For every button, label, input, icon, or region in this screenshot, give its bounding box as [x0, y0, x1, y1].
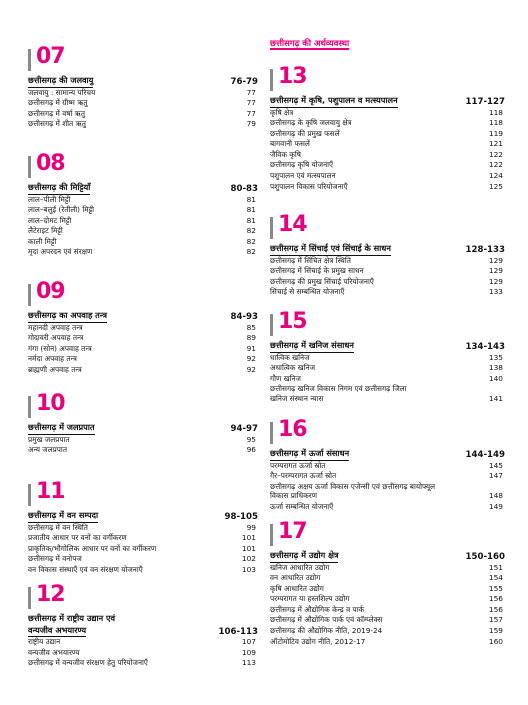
toc-entry-title: ऊर्जा सम्बन्धित योजनाएँ [270, 501, 334, 511]
toc-entry-title: छत्तीसगढ़ में शीत ऋतु [28, 119, 86, 129]
toc-entry[interactable] [270, 160, 505, 171]
toc-entry-page: 85 [246, 322, 256, 332]
chapter-title: छत्तीसगढ़ में कृषि, पशुपालन व मत्स्यपालन [270, 95, 398, 108]
toc-entry[interactable] [270, 615, 505, 626]
toc-entry-title: वन आधारित उद्योग [270, 573, 321, 583]
chapter-12 [28, 583, 258, 669]
toc-entry[interactable] [28, 109, 258, 120]
chapter-bar-decoration [270, 69, 273, 91]
toc-entry[interactable] [270, 287, 505, 298]
toc-entry-title: छत्तीसगढ़ के कृषि जलवायु क्षेत्र [270, 118, 352, 128]
chapter-number-block [270, 213, 505, 240]
chapter-number-block [28, 45, 258, 72]
toc-entry-title: लाल–पीली मिट्टी [28, 194, 71, 204]
chapter-14 [270, 213, 505, 298]
toc-entry[interactable] [270, 256, 505, 267]
chapter-number-block [28, 480, 258, 507]
toc-entry-title: खनिज आधारित उद्योग [270, 562, 330, 572]
toc-entry[interactable] [28, 119, 258, 130]
toc-entry-page: 101 [241, 533, 256, 543]
toc-entry-title: राष्ट्रीय उद्यान [28, 637, 61, 646]
toc-entry-page: 155 [488, 583, 503, 593]
toc-entry-page: 99 [246, 522, 256, 532]
toc-entry-page: 81 [246, 215, 256, 225]
toc-entry[interactable] [270, 277, 505, 288]
toc-entry-page: 141 [488, 393, 503, 403]
chapter-title-row[interactable] [28, 182, 258, 195]
chapter-number: 09 [36, 279, 65, 304]
toc-entry-title: छत्तीसगढ़ कृषि योजनाएँ [270, 160, 334, 170]
part-heading: छत्तीसगढ़ की अर्थव्यवस्था [270, 39, 350, 49]
toc-entry[interactable] [28, 323, 258, 334]
toc-entry-page: 82 [246, 247, 256, 257]
toc-entry-page: 149 [488, 501, 503, 511]
toc-entry-title: काली मिट्टी [28, 236, 57, 246]
chapter-15 [270, 310, 505, 404]
toc-entry-title: लाल–दोमट मिट्टी [28, 215, 72, 225]
chapter-title: छत्तीसगढ़ में खनिज संसाधन [270, 340, 354, 353]
chapter-title: छत्तीसगढ़ की मिट्टियाँ [28, 182, 90, 195]
toc-entry[interactable] [270, 171, 505, 182]
toc-entry-title: परम्परागत ऊर्जा स्रोत [270, 460, 326, 470]
toc-entry-title: बागवानी फसलें [270, 139, 310, 149]
toc-entry-page: 79 [246, 119, 256, 129]
chapter-number-block [28, 152, 258, 179]
chapter-bar-decoration [28, 396, 31, 418]
toc-entry-title: प्रमुख जलप्रपात [28, 434, 70, 444]
chapter-bar-decoration [28, 587, 31, 609]
chapter-bar-decoration [270, 314, 273, 336]
toc-entry-title-continued: विकास प्राधिकरण [270, 491, 317, 501]
toc-entry-title: छत्तीसगढ़ में वन्यजीव संरक्षण हेतु परियोजनाएँ [28, 658, 148, 668]
toc-entry[interactable] [28, 195, 258, 206]
chapter-number: 14 [278, 212, 307, 237]
chapter-bar-decoration [28, 156, 31, 178]
chapter-page-range: 106-113 [218, 626, 258, 637]
toc-entry[interactable] [270, 266, 505, 277]
chapter-title: छत्तीसगढ़ में जलप्रपात [28, 422, 95, 435]
chapter-title-row[interactable] [28, 613, 258, 624]
toc-entry-title: छत्तीसगढ़ में औद्योगिक केन्द्र व पार्क [270, 604, 365, 614]
chapter-title: छत्तीसगढ़ में उद्योग क्षेत्र [270, 550, 338, 563]
toc-entry-title: छत्तीसगढ़ में वनोपज [28, 554, 82, 564]
toc-entry[interactable] [28, 98, 258, 109]
toc-entry-page: 89 [246, 333, 256, 343]
chapter-08 [28, 152, 258, 258]
toc-entry-page: 129 [488, 266, 503, 276]
toc-entry-page: 103 [241, 564, 256, 574]
toc-entry-title-continued: खनिज संस्थान न्यास [270, 393, 324, 403]
toc-entry-page: 102 [241, 554, 256, 564]
toc-entry-page: 81 [246, 205, 256, 215]
toc-entry-title: गंगा (सोन) अपवाह तन्त्र [28, 343, 92, 353]
chapter-bar-decoration [270, 524, 273, 546]
toc-entry-title: गोदावरी अपवाह तन्त्र [28, 333, 84, 343]
chapter-page-range: 80-83 [230, 184, 258, 194]
toc-entry[interactable] [28, 247, 258, 258]
toc-entry-title: लाल–बलुई (रेतीली) मिट्टी [28, 205, 95, 215]
toc-entry-title: पशुपालन एवं मत्स्यपालन [270, 171, 336, 181]
chapter-bar-decoration [28, 49, 31, 71]
chapter-page-range: 117-127 [465, 97, 505, 107]
toc-entry-title: छत्तीसगढ़ में औद्योगिक पार्क एवं कॉम्प्लेक्स [270, 615, 383, 625]
toc-entry[interactable] [28, 226, 258, 237]
toc-entry-title: लैटेराइट मिट्टी [28, 226, 63, 236]
toc-entry[interactable] [28, 205, 258, 216]
chapter-number: 13 [278, 64, 307, 89]
chapter-title: छत्तीसगढ़ में ऊर्जा संसाधन [270, 448, 349, 461]
toc-entry-page: 140 [488, 373, 503, 383]
toc-entry-title: जैविक कृषि [270, 149, 301, 159]
toc-entry[interactable] [28, 637, 258, 648]
toc-entry[interactable] [270, 363, 505, 374]
chapter-bar-decoration [28, 284, 31, 306]
toc-entry[interactable] [270, 502, 505, 513]
toc-entry-page: 96 [246, 445, 256, 455]
chapter-page-range: 128-133 [465, 245, 505, 255]
toc-entry-title: महानदी अपवाह तन्त्र [28, 322, 83, 332]
chapter-title-row-continued[interactable] [28, 625, 258, 638]
toc-entry[interactable] [270, 139, 505, 150]
toc-entry[interactable] [270, 108, 505, 119]
chapter-13 [270, 65, 505, 192]
toc-entry-title: छत्तीसगढ़ की औद्योगिक नीति, 2019-24 [270, 626, 383, 636]
toc-entry-page: 95 [246, 434, 256, 444]
toc-entry[interactable] [270, 150, 505, 161]
toc-entry[interactable] [28, 658, 258, 669]
toc-entry-title: पशुपालन विकास परियोजनाएँ [270, 181, 348, 191]
chapter-number: 10 [36, 391, 65, 416]
toc-entry-page: 138 [488, 363, 503, 373]
chapter-title-row[interactable] [28, 310, 258, 323]
chapter-17 [270, 520, 505, 647]
toc-entry-page: 118 [488, 107, 503, 117]
chapter-bar-decoration [270, 422, 273, 444]
toc-entry-page: 125 [488, 181, 503, 191]
toc-entry-title: गौण खनिज [270, 373, 301, 383]
toc-entry[interactable] [270, 573, 505, 584]
toc-entry[interactable] [28, 237, 258, 248]
toc-entry[interactable] [28, 88, 258, 99]
chapter-title-row[interactable] [28, 75, 258, 88]
toc-entry-title: छत्तीसगढ़ अक्षय ऊर्जा विकास एजेन्सी एवं छत्तीसगढ़ बायोफ्यूल [270, 481, 436, 491]
chapter-number-block [270, 65, 505, 92]
chapter-page-range: 76-79 [230, 77, 258, 87]
chapter-number-block [28, 392, 258, 419]
chapter-number: 15 [278, 309, 307, 334]
chapter-title: छत्तीसगढ़ में राष्ट्रीय उद्यान एवं [28, 613, 116, 623]
toc-entry-page: 129 [488, 276, 503, 286]
toc-entry-title: वन विकास संस्थाएँ एवं वन संरक्षण योजनाएँ [28, 564, 143, 574]
toc-entry[interactable] [28, 344, 258, 355]
toc-entry-page: 156 [488, 604, 503, 614]
toc-entry[interactable] [270, 605, 505, 616]
toc-entry-page: 122 [488, 160, 503, 170]
chapter-page-range: 134-143 [465, 342, 505, 352]
chapter-title-row[interactable] [270, 95, 505, 108]
chapter-number-block [28, 583, 258, 610]
toc-entry-page: 133 [488, 287, 503, 297]
toc-entry[interactable] [28, 365, 258, 376]
toc-entry-title: छत्तीसगढ़ की प्रमुख सिंचाई परियोजनाएँ [270, 276, 374, 286]
toc-entry-title: छत्तीसगढ़ खनिज विकास निगम एवं छत्तीसगढ़ जिला [270, 384, 407, 394]
toc-entry-page: 118 [488, 118, 503, 128]
chapter-number: 11 [36, 479, 65, 504]
toc-entry-title: छत्तीसगढ़ में वर्षा ऋतु [28, 108, 86, 118]
toc-entry[interactable] [270, 374, 505, 385]
chapter-title: छत्तीसगढ़ का अपवाह तन्त्र [28, 310, 107, 323]
chapter-title-row[interactable] [270, 340, 505, 353]
toc-entry-continued[interactable] [270, 394, 505, 405]
toc-entry-page: 156 [488, 594, 503, 604]
toc-entry-page: 82 [246, 236, 256, 246]
toc-entry-page: 145 [488, 460, 503, 470]
chapter-bar-decoration [28, 484, 31, 506]
toc-entry-page: 147 [488, 471, 503, 481]
toc-entry-title: ऑटोमोटिव उद्योग नीति, 2012-17 [270, 636, 366, 646]
chapter-page-range: 94-97 [230, 424, 258, 434]
toc-entry[interactable] [28, 445, 258, 456]
toc-entry-page: 77 [246, 108, 256, 118]
chapter-10 [28, 392, 258, 456]
chapter-title-row[interactable] [270, 550, 505, 563]
chapter-07 [28, 45, 258, 130]
toc-entry-title: मृदा अपरदन एवं संरक्षण [28, 247, 93, 257]
chapter-title: छत्तीसगढ़ में सिंचाई एवं सिंचाई के साधन [270, 243, 391, 256]
toc-entry-title: प्राकृतिक/भौगोलिक आधार पर वनों का वर्गीकरण [28, 543, 157, 553]
toc-entry-title: कृषि आधारित उद्योग [270, 583, 324, 593]
toc-entry[interactable] [28, 435, 258, 446]
chapter-page-range: 150-160 [465, 552, 505, 562]
chapter-page-range: 144-149 [465, 450, 505, 460]
chapter-title-row[interactable] [270, 243, 505, 256]
toc-entry[interactable] [270, 353, 505, 364]
toc-entry-page: 92 [246, 364, 256, 374]
toc-entry[interactable] [270, 118, 505, 129]
toc-entry-page: 113 [241, 658, 256, 668]
toc-entry-page: 92 [246, 354, 256, 364]
chapter-16 [270, 418, 505, 512]
chapter-page-range: 84-93 [230, 312, 258, 322]
toc-entry-title: परम्परागत या हस्तशिल्प उद्योग [270, 594, 350, 604]
toc-entry-continued[interactable] [270, 491, 505, 502]
toc-entry[interactable] [270, 129, 505, 140]
toc-entry-page: 107 [241, 637, 256, 646]
chapter-title: छत्तीसगढ़ में वन सम्पदा [28, 510, 98, 523]
toc-entry-title: वन्यजीव अभयारण्य [28, 647, 80, 657]
chapter-page-range: 98-105 [224, 512, 258, 522]
toc-entry-title: छत्तीसगढ़ में ग्रीष्म ऋतु [28, 98, 88, 108]
chapter-title-row[interactable] [270, 448, 505, 461]
toc-entry-title: सिंचाई से सम्बन्धित योजनाएँ [270, 287, 345, 297]
chapter-11 [28, 480, 258, 575]
toc-entry-page: 157 [488, 615, 503, 625]
toc-entry-page: 151 [488, 562, 503, 572]
toc-entry[interactable] [270, 384, 505, 394]
toc-entry-title: जलवायु : सामान्य परिचय [28, 87, 96, 97]
toc-entry[interactable] [270, 637, 505, 648]
toc-entry[interactable] [28, 648, 258, 659]
toc-entry-title: छत्तीसगढ़ की प्रमुख फसलें [270, 128, 340, 138]
chapter-09 [28, 280, 258, 375]
toc-entry[interactable] [270, 471, 505, 482]
toc-entry-title: छत्तीसगढ़ में सिंचाई के प्रमुख साधन [270, 266, 364, 276]
toc-entry-page: 91 [246, 343, 256, 353]
toc-entry-page: 154 [488, 573, 503, 583]
chapter-bar-decoration [270, 217, 273, 239]
toc-entry-title: छत्तीसगढ़ में वन स्थिति [28, 522, 88, 532]
toc-entry-page: 81 [246, 194, 256, 204]
toc-entry-page: 129 [488, 255, 503, 265]
toc-entry-title: गैर–परम्परागत ऊर्जा स्रोत [270, 471, 337, 481]
chapter-title-row[interactable] [28, 510, 258, 523]
toc-entry-page: 77 [246, 87, 256, 97]
toc-entry[interactable] [270, 482, 505, 492]
toc-entry-title: छत्तीसगढ़ में सिंचित क्षेत्र स्थिति [270, 255, 351, 265]
toc-entry[interactable] [28, 533, 258, 544]
toc-entry-page: 109 [241, 647, 256, 657]
toc-entry-title: ब्राह्मणी अपवाह तन्त्र [28, 364, 82, 374]
toc-entry-title: धात्विक खनिज [270, 352, 310, 362]
toc-entry[interactable] [270, 626, 505, 637]
toc-entry[interactable] [270, 461, 505, 472]
chapter-number: 08 [36, 151, 65, 176]
toc-entry-page: 101 [241, 543, 256, 553]
toc-entry-title: नर्मदा अपवाह तन्त्र [28, 354, 77, 364]
chapter-number: 12 [36, 582, 65, 607]
chapter-number-block [270, 418, 505, 445]
toc-entry-page: 160 [488, 636, 503, 646]
toc-entry-title: प्रजातीय आधार पर वनों का वर्गीकरण [28, 533, 127, 543]
toc-entry-title: कृषि क्षेत्र [270, 107, 294, 117]
chapter-number-block [270, 310, 505, 337]
toc-entry[interactable] [28, 333, 258, 344]
toc-entry-title: अन्य जलप्रपात [28, 445, 67, 455]
chapter-number: 17 [278, 519, 307, 544]
toc-entry[interactable] [270, 594, 505, 605]
toc-entry-page: 77 [246, 98, 256, 108]
toc-entry[interactable] [28, 544, 258, 555]
toc-entry-page: 119 [488, 128, 503, 138]
toc-entry[interactable] [270, 563, 505, 574]
toc-entry[interactable] [270, 182, 505, 193]
toc-entry-page: 121 [488, 139, 503, 149]
toc-entry[interactable] [270, 584, 505, 595]
toc-entry-page: 82 [246, 226, 256, 236]
toc-entry[interactable] [28, 523, 258, 534]
chapter-title-continued: वन्यजीव अभयारण्य [28, 625, 86, 638]
chapter-number: 07 [36, 44, 65, 69]
toc-entry-title: अधात्विक खनिज [270, 363, 316, 373]
toc-entry-page: 122 [488, 149, 503, 159]
chapter-number: 16 [278, 417, 307, 442]
toc-entry-page: 159 [488, 626, 503, 636]
toc-entry-page: 148 [488, 491, 503, 501]
chapter-title: छत्तीसगढ़ की जलवायु [28, 75, 93, 88]
toc-entry-page: 135 [488, 352, 503, 362]
toc-entry[interactable] [28, 216, 258, 227]
toc-entry[interactable] [28, 354, 258, 365]
chapter-title-row[interactable] [28, 422, 258, 435]
chapter-number-block [28, 280, 258, 307]
toc-entry[interactable] [28, 565, 258, 576]
toc-entry[interactable] [28, 554, 258, 565]
toc-entry-page: 124 [488, 171, 503, 181]
chapter-number-block [270, 520, 505, 547]
